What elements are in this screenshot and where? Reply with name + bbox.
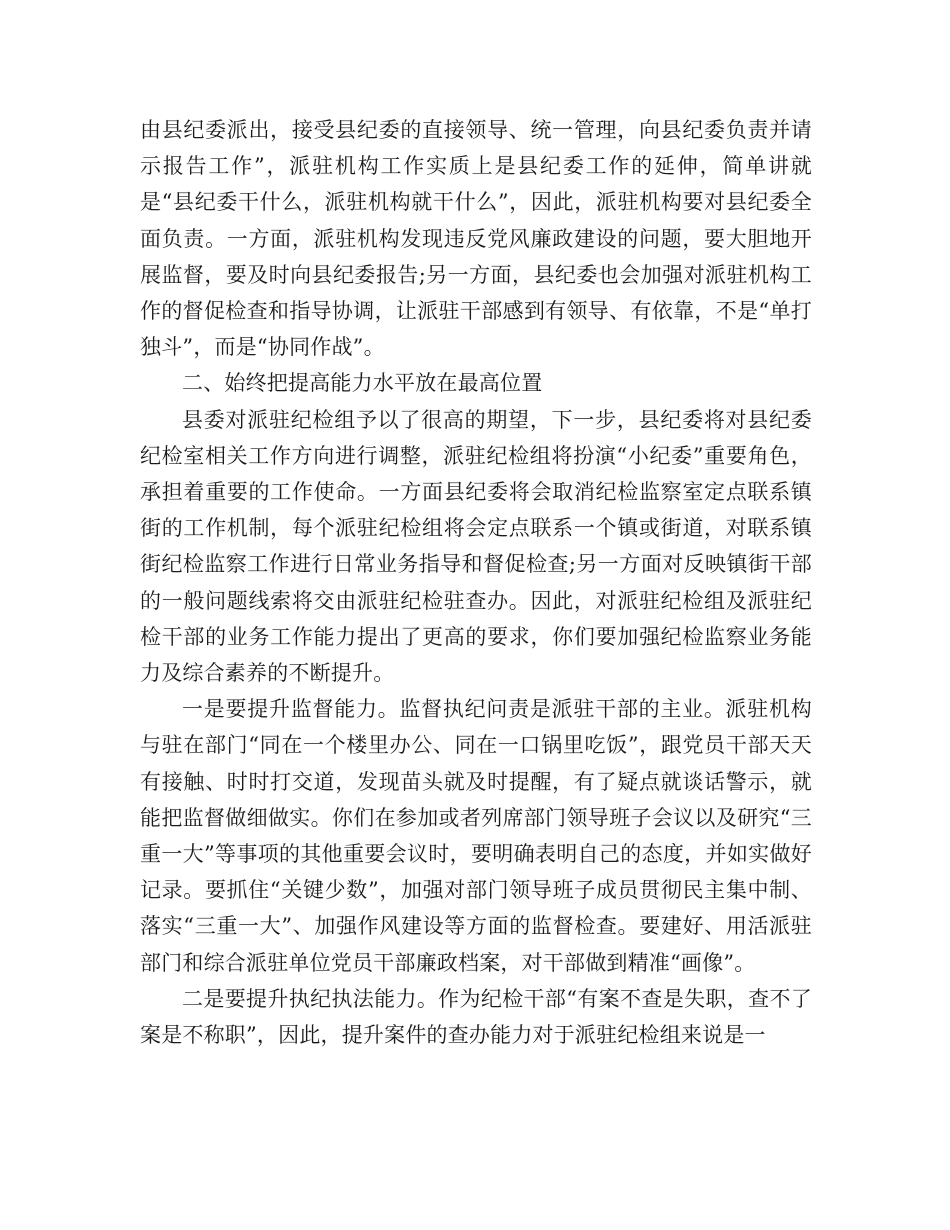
paragraph: 县委对派驻纪检组予以了很高的期望，下一步，县纪委将对县纪委纪检室相关工作方向进行调整，派驻纪检组将扮演“小纪委”重要角色，承担着重要的工作使命。一方面县纪委将会取消纪检监察室定点联系镇街的工作机制，每个派驻纪检组将会定点联系一个镇或街道，对联系镇街纪检监察工作进行日常业务指导和督促检查;另一方面对反映镇街干部的一般问题线索将交由派驻纪检驻查办。因此，对派驻纪检组及派驻纪检干部的业务工作能力提出了更高的要求，你们要加强纪检监察业务能力及综合素养的不断提升。 [140, 407, 812, 686]
section-heading: 二、始终把提高能力水平放在最高位置 [182, 371, 543, 396]
paragraph: 一是要提升监督能力。监督执纪问责是派驻干部的主业。派驻机构与驻在部门“同在一个楼里办公、同在一口锅里吃饭”，跟党员干部天天有接触、时时打交道，发现苗头就及时提醒，有了疑点就谈话警示，就能把监督做细做实。你们在参加或者列席部门领导班子会议以及研究“三重一大”等事项的其他重要会议时，要明确表明自己的态度，并如实做好记录。要抓住“关键少数”，加强对部门领导班子成员贯彻民主集中制、落实“三重一大”、加强作风建设等方面的监督检查。要建好、用活派驻部门和综合派驻单位党员干部廉政档案，对干部做到精准“画像”。 [140, 697, 812, 975]
paragraph-continuation: 由县纪委派出，接受县纪委的直接领导、统一管理，向县纪委负责并请示报告工作”，派驻机构工作实质上是县纪委工作的延伸，简单讲就是“县纪委干什么，派驻机构就干什么”，因此，派驻机构要对县纪委全面负责。一方面，派驻机构发现违反党风廉政建设的问题，要大胆地开展监督，要及时向县纪委报告;另一方面，县纪委也会加强对派驻机构工作的督促检查和指导协调，让派驻干部感到有领导、有依靠，不是“单打独斗”，而是“协同作战”。 [140, 118, 812, 360]
paragraph: 二是要提升执纪执法能力。作为纪检干部“有案不查是失职，查不了案是不称职”，因此，提升案件的查办能力对于派驻纪检组来说是一 [140, 986, 812, 1048]
document-body [140, 112, 812, 1053]
